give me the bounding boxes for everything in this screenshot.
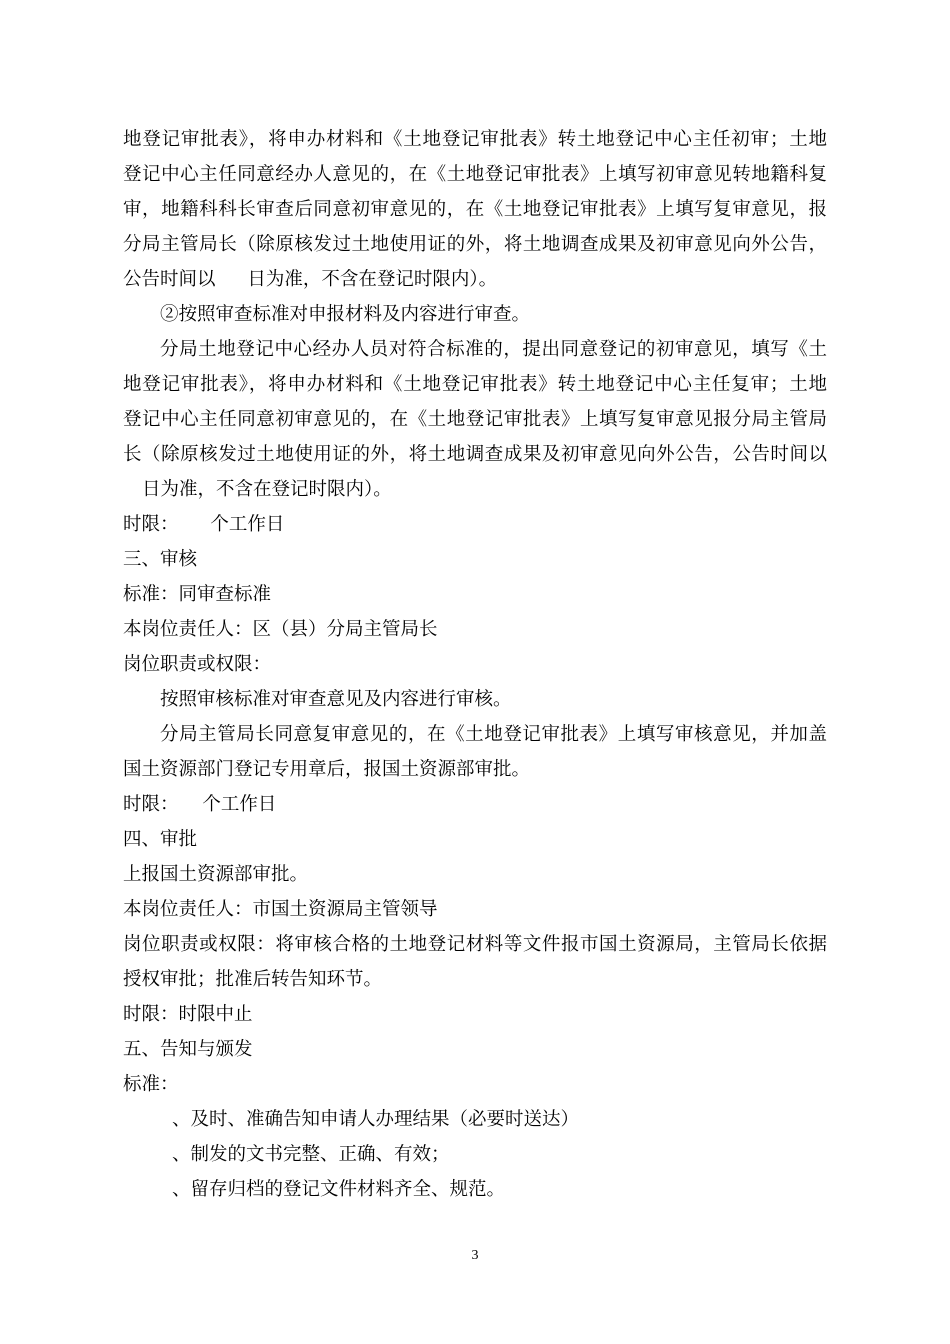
text-line: 按照审核标准对审查意见及内容进行审核。 [160, 689, 512, 710]
text-line: 本岗位责任人：区（县）分局主管局长 [123, 619, 438, 640]
text-line: 授权审批；批准后转告知环节。 [123, 969, 383, 990]
time-limit: 时限： 个工作日 [123, 514, 285, 535]
text-line: ②按照审查标准对申报材料及内容进行审查。 [160, 304, 531, 325]
text-line: 分局土地登记中心经办人员对符合标准的，提出同意登记的初审意见，填写《土 [160, 339, 827, 360]
list-item: 、留存归档的登记文件材料齐全、规范。 [172, 1179, 506, 1200]
text-line: 日为准，不含在登记时限内）。 [142, 479, 392, 500]
text-line: 岗位职责或权限： [123, 654, 272, 675]
text-line: 登记中心主任同意经办人意见的，在《土地登记审批表》上填写初审意见转地籍科复 [123, 164, 827, 185]
time-limit: 时限： 个工作日 [123, 794, 277, 815]
text-line: 登记中心主任同意初审意见的，在《土地登记审批表》上填写复审意见报分局主管局 [123, 409, 827, 430]
section-heading: 五、告知与颁发 [123, 1039, 253, 1060]
text-line: 本岗位责任人：市国土资源局主管领导 [123, 899, 438, 920]
text-line: 公告时间以 日为准，不含在登记时限内）。 [123, 269, 498, 290]
text-line: 分局主管局长同意复审意见的，在《土地登记审批表》上填写审核意见，并加盖 [160, 724, 827, 745]
text-line: 分局主管局长（除原核发过土地使用证的外，将土地调查成果及初审意见向外公告， [123, 234, 827, 255]
list-item: 、及时、准确告知申请人办理结果（必要时送达） [172, 1109, 580, 1130]
text-line: 岗位职责或权限：将审核合格的土地登记材料等文件报市国土资源局，主管局长依据 [123, 934, 827, 955]
text-line: 标准：同审查标准 [123, 584, 272, 605]
section-heading: 四、审批 [123, 829, 198, 850]
text-line: 长（除原核发过土地使用证的外，将土地调查成果及初审意见向外公告，公告时间以 [123, 444, 827, 465]
text-line: 审，地籍科科长审查后同意初审意见的，在《土地登记审批表》上填写复审意见，报 [123, 199, 827, 220]
text-line: 地登记审批表》，将申办材料和《土地登记审批表》转土地登记中心主任初审；土地 [123, 129, 827, 150]
list-item: 、制发的文书完整、正确、有效； [172, 1144, 450, 1165]
text-line: 上报国土资源部审批。 [123, 864, 309, 885]
text-line: 标准： [123, 1074, 179, 1095]
text-line: 地登记审批表》，将申办材料和《土地登记审批表》转土地登记中心主任复审；土地 [123, 374, 827, 395]
section-heading: 三、审核 [123, 549, 198, 570]
text-line: 国土资源部门登记专用章后，报国土资源部审批。 [123, 759, 531, 780]
page-number: 3 [471, 1248, 479, 1263]
time-limit: 时限：时限中止 [123, 1004, 253, 1025]
